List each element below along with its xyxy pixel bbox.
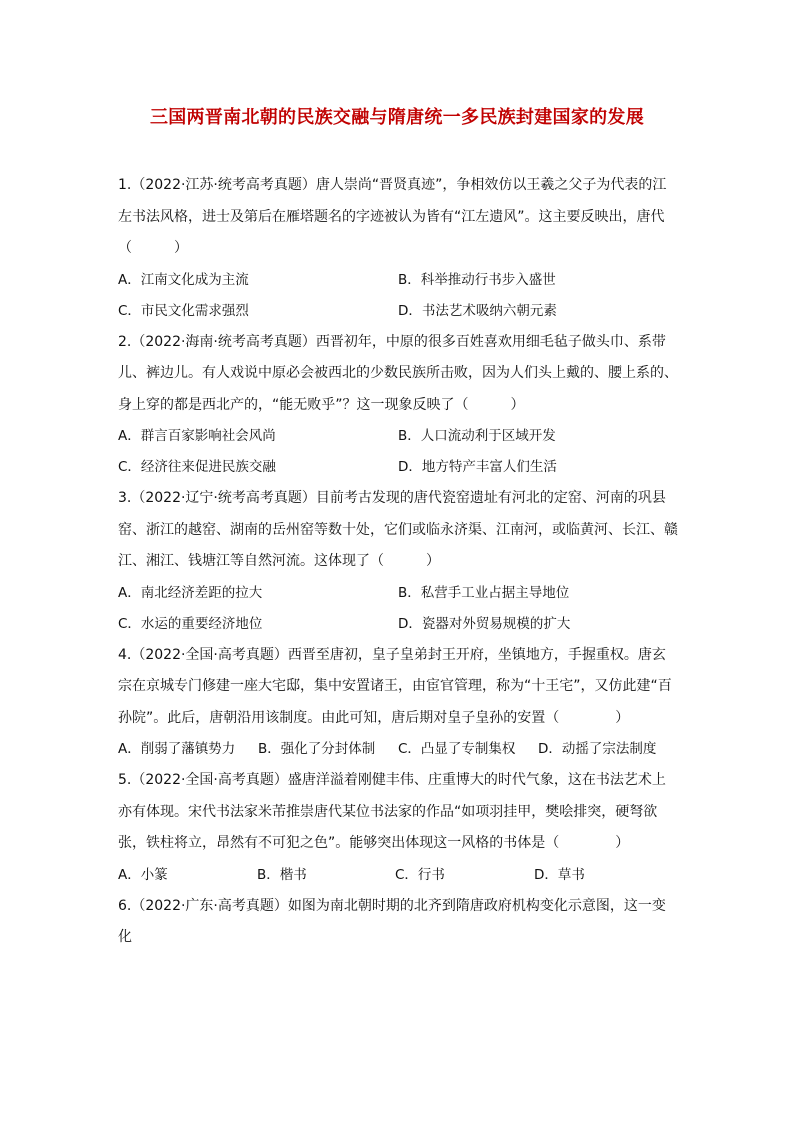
question-stem: 4.（2022·全国·高考真题）西晋至唐初，皇子皇弟封王开府，坐镇地方，手握重权。唐玄宗在京城专门修建一座大宅邸，集中安置诸王，由宦官管理，称为“十王宅”，又仿此建“百孙院”。此后，唐朝沿用该制度。由此可知，唐后期对皇子皇孙的安置（ ）	[118, 646, 672, 726]
option-a: A．江南文化成为主流	[118, 271, 249, 288]
option-b: B．人口流动利于区域开发	[398, 428, 556, 444]
option-row	[118, 265, 678, 296]
option-a: A．削弱了藩镇势力	[118, 741, 236, 757]
option-row	[118, 609, 678, 640]
option-a: A．小篆	[118, 866, 168, 883]
question-3	[118, 483, 678, 640]
option-d: D．书法艺术吸纳六朝元素	[398, 302, 557, 319]
option-c: C．经济往来促进民族交融	[118, 459, 276, 475]
question-2	[118, 327, 678, 484]
question-stem: 2.（2022·海南·统考高考真题）西晋初年，中原的很多百姓喜欢用细毛毡子做头巾、系带儿、裤边儿。有人戏说中原必会被西北的少数民族所击败，因为人们头上戴的、腰上系的、身上穿的都是西北产的，“能无败乎”？这一现象反映了（ ）	[118, 333, 678, 413]
option-row	[118, 421, 678, 452]
option-row	[118, 296, 678, 327]
option-d: D．草书	[534, 866, 585, 883]
option-d: D．动摇了宗法制度	[538, 741, 657, 757]
option-b: B．楷书	[257, 866, 307, 883]
option-row	[118, 452, 678, 483]
option-row	[118, 578, 678, 609]
page-title: 三国两晋南北朝的民族交融与隋唐统一多民族封建国家的发展	[149, 107, 645, 128]
question-6	[118, 891, 678, 954]
question-5	[118, 765, 678, 891]
question-stem: 1.（2022·江苏·统考高考真题）唐人崇尚“晋贤真迹”，争相效仿以王羲之父子为代表的江左书法风格，进士及第后在雁塔题名的字迹被认为皆有“江左遗风”。这主要反映出，唐代（ ）	[118, 177, 667, 256]
option-row	[118, 734, 678, 765]
question-4	[118, 640, 678, 766]
option-c: C．行书	[395, 866, 445, 883]
option-row	[118, 860, 678, 891]
option-a: A．群言百家影响社会风尚	[118, 428, 276, 444]
option-b: B．强化了分封体制	[258, 741, 376, 757]
option-c: C．凸显了专制集权	[398, 741, 516, 757]
option-d: D．瓷器对外贸易规模的扩大	[398, 615, 571, 632]
question-stem: 3.（2022·辽宁·统考高考真题）目前考古发现的唐代瓷窑遗址有河北的定窑、河南的巩县窑、浙江的越窑、湖南的岳州窑等数十处，它们或临永济渠、江南河，或临黄河、长江、赣江、湘江、钱塘江等自然河流。这体现了（ ）	[118, 490, 678, 569]
option-c: C．水运的重要经济地位	[118, 615, 263, 632]
option-b: B．私营手工业占据主导地位	[398, 584, 570, 601]
option-a: A．南北经济差距的拉大	[118, 584, 263, 601]
option-b: B．科举推动行书步入盛世	[398, 271, 556, 288]
question-1	[118, 170, 678, 327]
option-d: D．地方特产丰富人们生活	[398, 459, 557, 475]
question-stem: 6.（2022·广东·高考真题）如图为南北朝时期的北齐到隋唐政府机构变化示意图，这一变化	[118, 897, 666, 945]
question-stem: 5.（2022·全国·高考真题）盛唐洋溢着刚健丰伟、庄重博大的时代气象，这在书法艺术上亦有体现。宋代书法家米芾推崇唐代某位书法家的作品“如项羽挂甲，樊哙排突，硬弩欲张，铁柱将立，昂然有不可犯之色”。能够突出体现这一风格的书体是（ ）	[118, 772, 666, 851]
option-c: C．市民文化需求强烈	[118, 302, 249, 319]
question-list	[118, 170, 678, 954]
